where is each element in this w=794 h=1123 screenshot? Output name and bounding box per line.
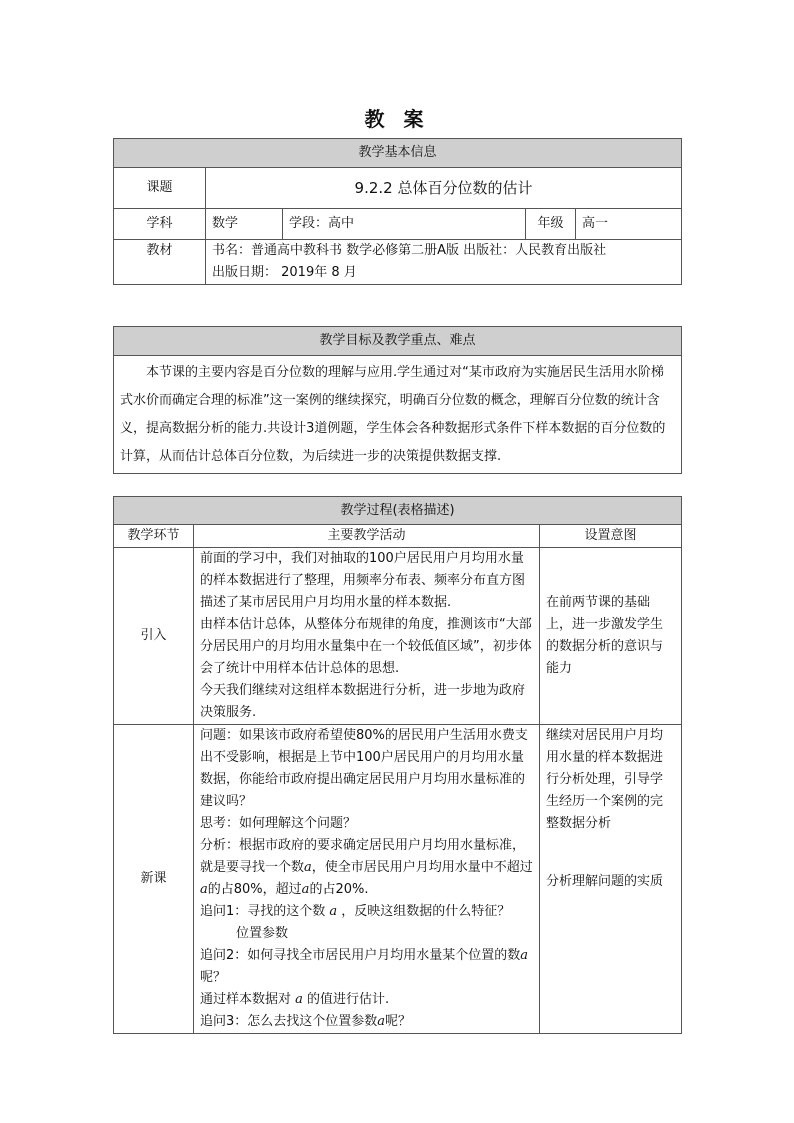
process-header: 教学过程(表格描述): [114, 497, 682, 525]
new-intent-2: 分析理解问题的实质: [546, 874, 664, 889]
new-analysis: [200, 835, 533, 901]
grade-label: 年级: [526, 209, 576, 240]
estimate-text-b: 的值进行估计.: [302, 992, 390, 1007]
new-intent: [540, 725, 682, 1034]
followup-3: [200, 1011, 533, 1033]
intro-paragraph-2: 由样本估计总体，从整体分布规律的角度，推测该市“大部分居民用户的月均用水量集中在一个较低值区域”，初步体会了统计中用样本估计总体的思想.: [200, 617, 532, 676]
followup-2-text-a: 追问2：如何寻找全市居民用户月均用水量某个位置的数: [200, 948, 521, 963]
objectives-table: [113, 326, 682, 474]
basic-info-header: 教学基本信息: [114, 139, 682, 168]
followup-3-text-b: 呢？: [385, 1014, 412, 1029]
math-var-a: a: [295, 992, 303, 1007]
intro-intent: 在前两节课的基础上，进一步激发学生的数据分析的意识与能力: [540, 548, 682, 725]
analysis-part-b: ，使全市居民用户月均用水量中不超过: [311, 860, 533, 875]
spacer: [546, 835, 675, 871]
new-problem: 问题：如果该市政府希望使80%的居民用户生活用水费支出不受影响，根据是上节中100户居民用户的月均用水量数据，你能给市政府提出确定居民用户月均用水量标准的建议吗？: [200, 728, 528, 809]
stage-text: 学段：高中: [283, 209, 526, 240]
intro-stage: 引入: [114, 548, 194, 725]
grade-value: 高一: [576, 209, 682, 240]
followup-2-text-b: 呢？: [200, 970, 227, 985]
followup-2: [200, 945, 533, 989]
math-var-a: a: [520, 948, 529, 963]
subject-value: 数学: [206, 209, 283, 240]
document-title: 教 案: [364, 107, 430, 131]
estimate-text-a: 通过样本数据对: [200, 992, 296, 1007]
followup-1-answer: 位置参数: [236, 926, 289, 941]
process-table: [113, 496, 682, 1034]
analysis-part-a: 分析：根据市政府的要求确定居民用户月均用水量标准，就是要寻找一个数: [200, 838, 526, 875]
estimate-line: [200, 989, 533, 1011]
lesson-title: 9.2.2 总体百分位数的估计: [206, 168, 682, 209]
followup-1-text-a: 追问1：寻找的这个数: [200, 904, 330, 919]
textbook-line-2: 出版日期： 2019年 8 月: [212, 265, 357, 280]
math-var-a: a: [301, 882, 310, 897]
math-var-a: a: [329, 904, 338, 919]
followup-1-text-b: ，反映这组数据的什么特征？: [337, 904, 511, 919]
math-var-a: a: [304, 860, 312, 875]
objectives-body: 本节课的主要内容是百分位数的理解与应用.学生通过对“某市政府为实施居民生活用水阶梯式水价而确定合理的标准”这一案例的继续探究，明确百分位数的概念，理解百分位数的统计含义，提高数据分析的能力.共设计3道例题，学生体会各种数据形式条件下样本数据的百分位数的计算，从而估计总体百分位数，为后续进一步的决策提供数据支撑.: [114, 356, 682, 474]
math-var-a: a: [200, 882, 208, 897]
new-think: 思考：如何理解这个问题？: [200, 816, 357, 831]
intro-paragraph-1: 前面的学习中，我们对抽取的100户居民用户月均用水量的样本数据进行了整理，用频率分布表、频率分布直方图描述了某市居民用户月均用水量的样本数据.: [200, 551, 526, 610]
followup-3-text-a: 追问3：怎么去找这个位置参数: [200, 1014, 378, 1029]
textbook-line-1: 书名：普通高中教科书 数学必修第二册A版 出版社：人民教育出版社: [212, 243, 607, 258]
intro-activity: [194, 548, 540, 725]
col-activity-header: 主要教学活动: [194, 525, 540, 548]
analysis-part-c: 的占80%，超过: [207, 882, 302, 897]
new-stage: 新课: [114, 725, 194, 1034]
basic-info-table: [113, 138, 682, 285]
topic-label: 课题: [114, 168, 206, 209]
textbook-info: [206, 240, 682, 285]
new-intent-1: 继续对居民用户月均用水量的样本数据进行分析处理，引导学生经历一个案例的完整数据分析: [546, 728, 664, 831]
col-stage-header: 教学环节: [114, 525, 194, 548]
col-intent-header: 设置意图: [540, 525, 682, 548]
math-var-a: a: [377, 1014, 386, 1029]
new-activity: [194, 725, 540, 1034]
followup-1: [200, 901, 533, 923]
textbook-label: 教材: [114, 240, 206, 285]
analysis-part-d: 的占20%.: [309, 882, 369, 897]
subject-label: 学科: [114, 209, 206, 240]
intro-paragraph-3: 今天我们继续对这组样本数据进行分析，进一步地为政府决策服务.: [200, 683, 526, 720]
objectives-header: 教学目标及教学重点、难点: [114, 327, 682, 356]
